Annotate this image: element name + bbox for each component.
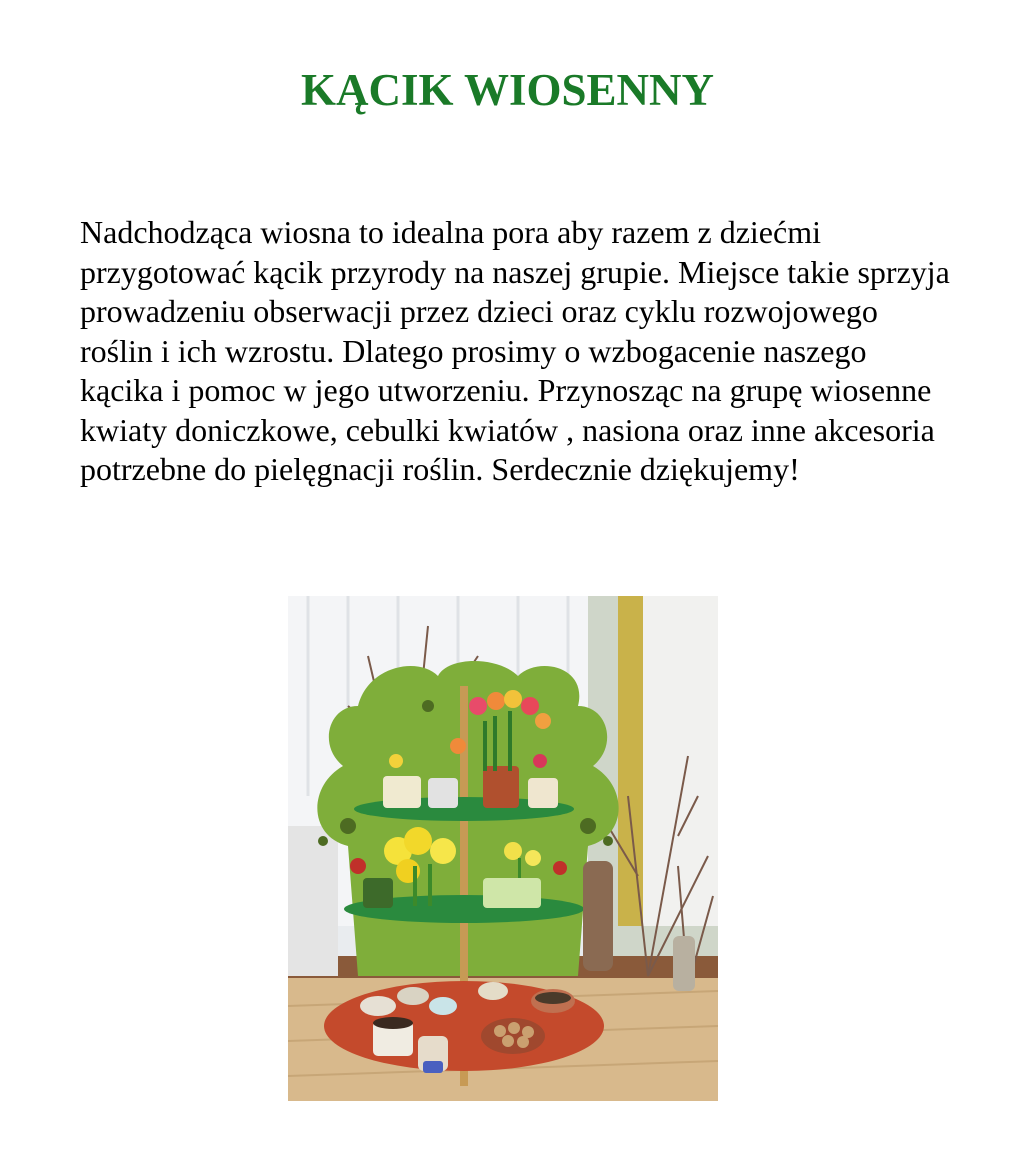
spring-corner-photo [288, 596, 718, 1101]
page-title: KĄCIK WIOSENNY [301, 65, 714, 115]
body-paragraph: Nadchodząca wiosna to idealna pora aby razem z dziećmi przygotować kącik przyrody na naszej grupie. Miejsce takie sprzyja prowadzeniu obserwacji przez dzieci oraz cyklu rozwojowego roślin i ich wzrostu. Dlatego prosimy o wzbogacenie naszego kącika i pomoc w jego utworzeniu. Przynosząc na grupę wiosenne kwiaty doniczkowe, cebulki kwiatów , nasiona oraz inne akcesoria potrzebne do pielęgnacji roślin. Serdecznie dziękujemy! [80, 214, 950, 487]
